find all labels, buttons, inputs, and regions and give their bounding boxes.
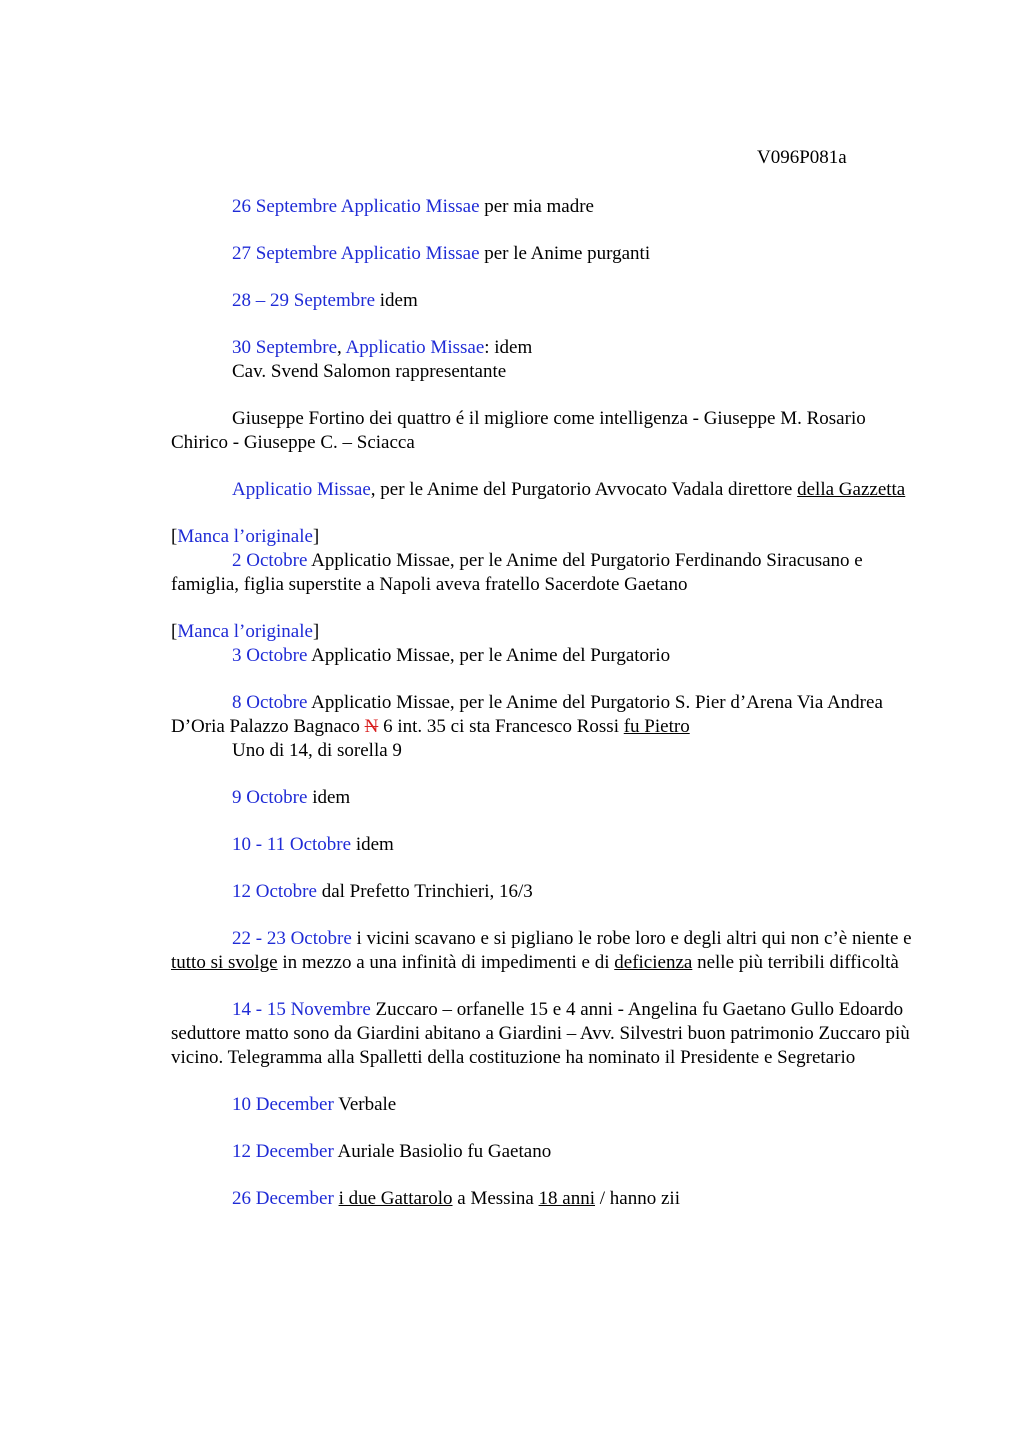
underlined-text: 18 anni	[538, 1188, 596, 1209]
entry-text: idem	[375, 290, 418, 311]
entry-12-octobre	[171, 880, 923, 904]
entry-date: 28 – 29 Septembre	[232, 290, 376, 311]
entry-date: 27 Septembre	[232, 243, 338, 264]
entry-text: Auriale Basiolio fu Gaetano	[333, 1141, 552, 1162]
entry-date: 3 Octobre	[232, 645, 308, 666]
entry-10-11-octobre	[171, 833, 923, 857]
entry-text: , per le Anime del Purgatorio Avvocato Vadala direttore	[370, 479, 798, 500]
document-reference: V096P081a	[757, 147, 847, 168]
entry-text: Verbale	[333, 1094, 397, 1115]
entry-rubric: Applicatio Missae	[340, 196, 480, 217]
underlined-text: della Gazzetta	[797, 479, 906, 500]
bracket-close: ]	[312, 526, 320, 547]
entry-9-octobre	[171, 786, 923, 810]
bracket-open: [	[171, 621, 178, 642]
entry-text: idem	[307, 787, 351, 808]
entry-text: : idem	[484, 337, 533, 358]
note-text: Manca l’originale	[177, 526, 313, 547]
entry-rubric: Applicatio Missae	[345, 337, 485, 358]
entry-text: Applicatio Missae, per le Anime del Purgatorio	[307, 645, 671, 666]
entry-27-septembre	[171, 242, 923, 266]
underlined-text: i due Gattarolo	[338, 1188, 453, 1209]
entry-text: / hanno zii	[595, 1188, 680, 1209]
entry-date: 10 - 11 Octobre	[232, 834, 352, 855]
entry-26-septembre	[171, 195, 923, 219]
entry-date: 14 - 15 Novembre	[232, 999, 371, 1020]
diary-body	[171, 195, 923, 1234]
entry-paragraph	[171, 691, 923, 739]
struck-text: N	[364, 716, 379, 737]
entry-text: a Messina	[452, 1188, 539, 1209]
entry-26-december	[171, 1187, 923, 1211]
entry-text: 6 int. 35 ci sta Francesco Rossi	[378, 716, 624, 737]
missing-original-note	[171, 620, 923, 644]
entry-text: Applicatio Missae, per le Anime del Purgatorio Ferdinando Siracusano e famiglia, figlia superstite a Napoli aveva fratello Sacerdote Gaetano	[171, 550, 863, 595]
entry-text: in mezzo a una infinità di impedimenti e di	[277, 952, 615, 973]
entry-date: 26 December	[232, 1188, 334, 1209]
entry-text: Applicatio Missae, per le Anime del Purgatorio S. Pier d’Arena Via Andrea D’Oria Palazzo Bagnaco	[171, 692, 883, 737]
underlined-text: deficienza	[614, 952, 693, 973]
entry-date: 9 Octobre	[232, 787, 308, 808]
entry-rubric: Applicatio Missae	[340, 243, 480, 264]
entry-paragraph	[171, 549, 923, 597]
entry-10-december	[171, 1093, 923, 1117]
entry-text: nelle più terribili difficoltà	[692, 952, 899, 973]
entry-8-octobre	[171, 691, 923, 763]
underlined-text: fu Pietro	[623, 716, 690, 737]
entry-text: Giuseppe Fortino dei quattro é il migliore come intelligenza - Giuseppe M. Rosario Chirico - Giuseppe C. – Sciacca	[171, 408, 866, 453]
underlined-text: tutto si svolge	[171, 952, 278, 973]
entry-paragraph	[171, 644, 923, 668]
entry-date: 12 December	[232, 1141, 334, 1162]
entry-3-octobre	[171, 620, 923, 668]
entry-date: 2 Octobre	[232, 550, 308, 571]
entry-text: i vicini scavano e si pigliano le robe loro e degli altri qui non c’è niente e	[351, 928, 912, 949]
entry-text: per le Anime purganti	[479, 243, 651, 264]
entry-date: 26 Septembre	[232, 196, 338, 217]
note-text: Manca l’originale	[177, 621, 313, 642]
entry-22-23-octobre	[171, 927, 923, 975]
entry-line2: Cav. Svend Salomon rappresentante	[232, 361, 507, 382]
entry-28-29-septembre	[171, 289, 923, 313]
entry-date: 12 Octobre	[232, 881, 317, 902]
entry-30-septembre	[171, 336, 923, 384]
entry-date: 30 Septembre	[232, 337, 338, 358]
entry-12-december	[171, 1140, 923, 1164]
entry-text: per mia madre	[479, 196, 594, 217]
entry-text: Zuccaro – orfanelle 15 e 4 anni - Angelina fu Gaetano Gullo Edoardo seduttore matto sono da Giardini abitano a Giardini – Avv. Silvestri buon patrimonio Zuccaro più vicino. Telegramma alla Spalletti della costituzione ha nominato il Presidente e Segretario	[171, 999, 910, 1068]
entry-avvocato-vadala	[171, 478, 923, 502]
entry-giuseppe-fortino	[171, 407, 923, 455]
entry-separator: ,	[337, 337, 346, 358]
entry-date: 10 December	[232, 1094, 334, 1115]
entry-line2: Uno di 14, di sorella 9	[232, 740, 402, 761]
entry-text: dal Prefetto Trinchieri, 16/3	[316, 881, 533, 902]
entry-text: idem	[351, 834, 394, 855]
entry-date: 22 - 23 Octobre	[232, 928, 352, 949]
entry-date: 8 Octobre	[232, 692, 308, 713]
bracket-close: ]	[312, 621, 320, 642]
missing-original-note	[171, 525, 923, 549]
entry-2-octobre	[171, 525, 923, 597]
bracket-open: [	[171, 526, 178, 547]
entry-rubric: Applicatio Missae	[232, 479, 371, 500]
entry-14-15-novembre	[171, 998, 923, 1070]
